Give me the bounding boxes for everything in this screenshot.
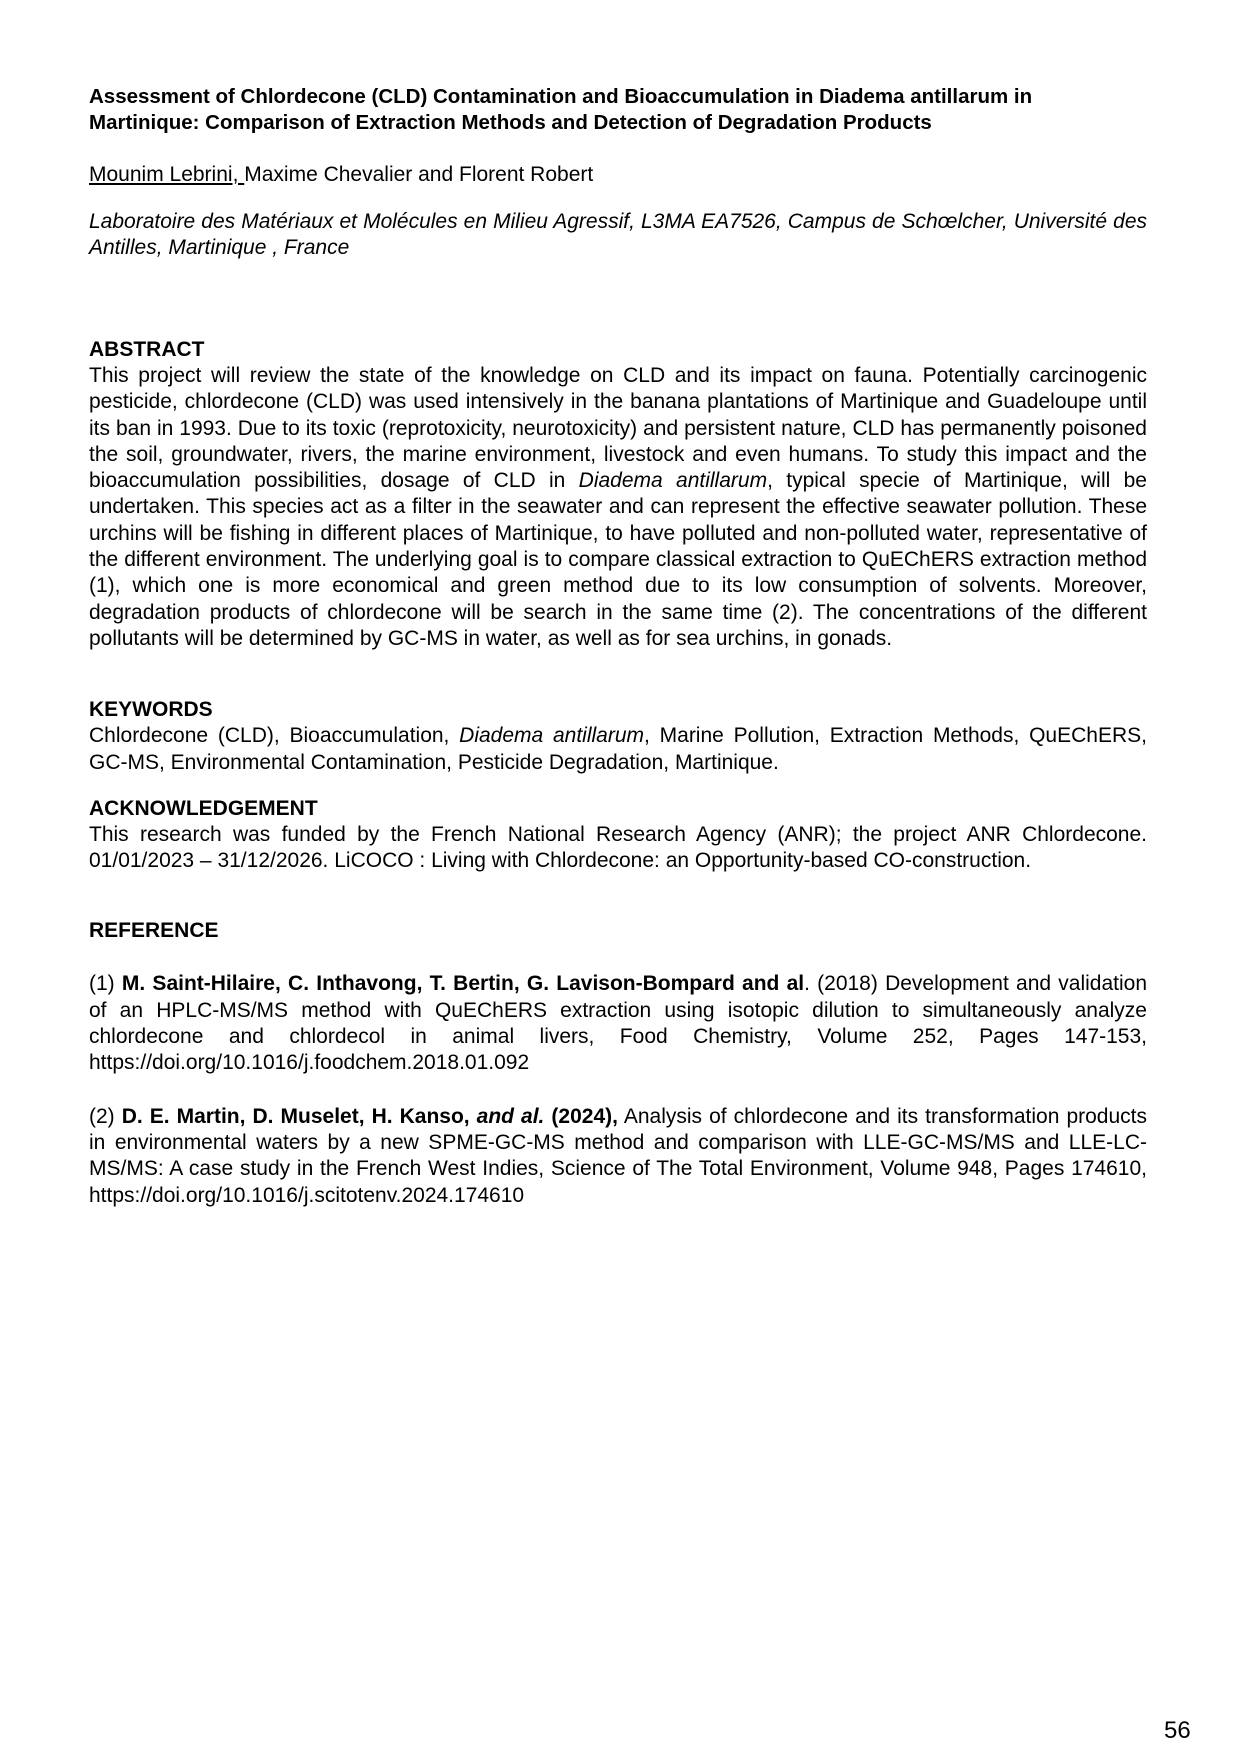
reference-section — [89, 918, 1147, 1208]
reference-2-details: Analysis of chlordecone and its transformation products in environmental waters by a new SPME-GC-MS method and comparison with LLE-GC-MS/MS and LLE-LC-MS/MS: A case study in the French West Indies, Science of The Total Environment, Volume 948, Pages 174610, https://doi.org/10.1016/j.scitotenv.2024.174610 — [89, 1104, 1147, 1207]
reference-2-etal: and al. — [476, 1104, 545, 1128]
acknowledgement-section — [89, 796, 1147, 875]
keywords-heading: KEYWORDS — [89, 698, 213, 722]
reference-1-authors: M. Saint-Hilaire, C. Inthavong, T. Bertin, G. Lavison-Bompard and al — [121, 972, 805, 996]
keywords-section — [89, 697, 1147, 776]
affiliation: Laboratoire des Matériaux et Molécules en Milieu Agressif, L3MA EA7526, Campus de Schœlcher, Université des Antilles, Martinique , France — [89, 210, 1147, 259]
presenting-author: Mounim Lebrini, — [89, 163, 245, 186]
co-authors: Maxime Chevalier and Florent Robert — [244, 163, 594, 186]
abstract-text-part-1: This project will review the state of the knowledge on CLD and its impact on fauna. Potentially carcinogenic pesticide, chlordecone (CLD) was used intensively in the banana plantations of Martinique and Guadeloupe until its ban in 1993. Due to its toxic (reprotoxicity, neurotoxicity) and persistent nature, CLD has permanently poisoned the soil, groundwater, rivers, the marine environment, livestock and even humans. To study this impact and the bioaccumulation possibilities, dosage of CLD in — [89, 364, 1147, 493]
author-list — [89, 162, 1147, 188]
acknowledgement-text: This research was funded by the French National Research Agency (ANR); the project ANR Chlordecone. 01/01/2023 – 31/12/2026. LiCOCO : Living with Chlordecone: an Opportunity-based CO-construction. — [89, 822, 1147, 873]
keywords-species-name: Diadema antillarum — [459, 724, 645, 748]
reference-2-year: (2024), — [544, 1104, 618, 1128]
reference-2-number: (2) — [89, 1104, 122, 1128]
reference-item-2 — [89, 1104, 1147, 1209]
abstract-section — [89, 337, 1147, 652]
reference-2-authors: D. E. Martin, D. Muselet, H. Kanso, — [121, 1104, 477, 1128]
keywords-part-2: , Marine Pollution, Extraction Methods, QuEChERS, GC-MS, Environmental Contamination, Pesticide Degradation, Martinique. — [89, 724, 1147, 774]
keywords-text — [89, 723, 1147, 776]
abstract-species-name: Diadema antillarum — [578, 469, 768, 493]
page-number: 56 — [1164, 1717, 1191, 1744]
paper-title: Assessment of Chlordecone (CLD) Contamination and Bioaccumulation in Diadema antillarum in Martinique: Comparison of Extraction Methods and Detection of Degradation Products — [89, 85, 1033, 134]
keywords-part-1: Chlordecone (CLD), Bioaccumulation, — [89, 724, 460, 748]
paper-page — [89, 84, 1147, 1209]
abstract-text — [89, 363, 1147, 652]
reference-1-number: (1) — [89, 972, 122, 996]
abstract-text-part-2: , typical specie of Martinique, will be undertaken. This species act as a filter in the seawater and can represent the effective seawater pollution. These urchins will be fishing in different places of Martinique, to have polluted and non-polluted water, representative of the different environment. The underlying goal is to compare classical extraction to QuEChERS extraction method (1), which one is more economical and green method due to its low consumption of solvents. Moreover, degradation products of chlordecone will be search in the same time (2). The concentrations of the different pollutants will be determined by GC-MS in water, as well as for sea urchins, in gonads. — [89, 469, 1147, 650]
reference-heading: REFERENCE — [89, 919, 219, 943]
reference-1-details: . (2018) Development and validation of an HPLC-MS/MS method with QuEChERS extraction using isotopic dilution to simultaneously analyze chlordecone and chlordecol in animal livers, Food Chemistry, Volume 252, Pages 147-153, https://doi.org/10.1016/j.foodchem.2018.01.092 — [89, 972, 1148, 1075]
abstract-heading: ABSTRACT — [89, 338, 205, 361]
reference-item-1 — [89, 971, 1147, 1076]
acknowledgement-heading: ACKNOWLEDGEMENT — [89, 796, 318, 820]
